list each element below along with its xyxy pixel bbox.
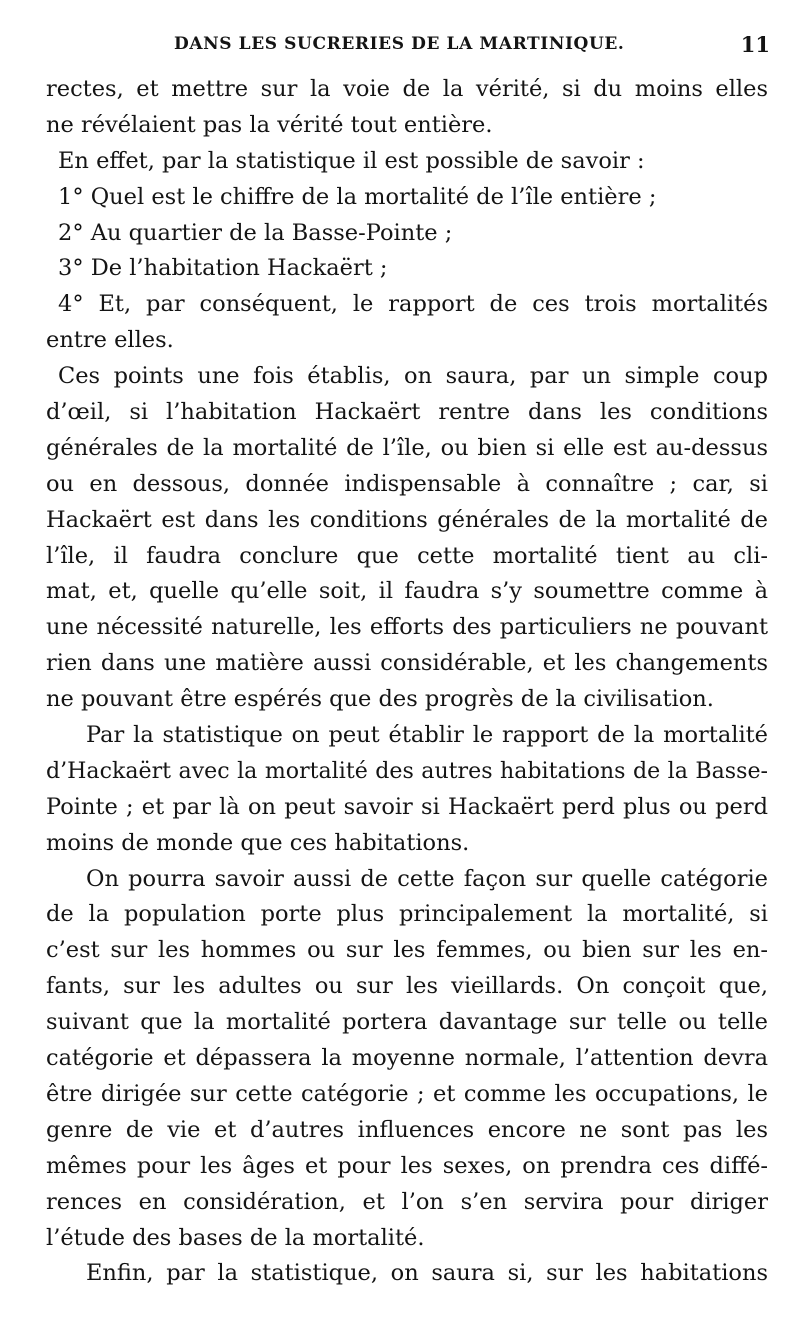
text-line: rectes, et mettre sur la voie de la vérité, si du moins elles xyxy=(46,76,768,102)
text-line: fants, sur les adultes ou sur les vieillards. On conçoit que, xyxy=(46,973,768,1000)
text-line: de la population porte plus principalement la mortalité, si xyxy=(46,901,768,928)
text-line: Pointe ; et par là on peut savoir si Hackaërt perd plus ou perd xyxy=(46,793,768,820)
text-line: 4° Et, par conséquent, le rapport de ces trois mortalités xyxy=(58,291,768,318)
text-line: c’est sur les hommes ou sur les femmes, ou bien sur les en- xyxy=(46,937,768,964)
text-line: 3° De l’habitation Hackaërt ; xyxy=(58,255,388,282)
body-text xyxy=(46,72,768,1292)
text-line: d’œil, si l’habitation Hackaërt rentre dans les conditions xyxy=(46,399,768,426)
page-number: 11 xyxy=(740,32,770,57)
text-line: 1° Quel est le chiffre de la mortalité de l’île entière ; xyxy=(58,183,657,210)
text-line: ou en dessous, donnée indispensable à connaître ; car, si xyxy=(46,470,768,497)
text-line: Ces points une fois établis, on saura, par un simple coup xyxy=(58,363,768,390)
text-line: genre de vie et d’autres influences encore ne sont pas les xyxy=(46,1116,768,1143)
running-head xyxy=(46,34,770,58)
text-line: suivant que la mortalité portera davantage sur telle ou telle xyxy=(46,1009,768,1036)
text-line: moins de monde que ces habitations. xyxy=(46,829,470,856)
text-line: En effet, par la statistique il est possible de savoir : xyxy=(58,147,645,174)
running-title: DANS LES SUCRERIES DE LA MARTINIQUE. xyxy=(174,34,625,54)
text-line: Par la statistique on peut établir le rapport de la mortalité xyxy=(86,722,768,749)
text-line: ne pouvant être espérés que des progrès de la civilisation. xyxy=(46,686,714,713)
text-line: l’étude des bases de la mortalité. xyxy=(46,1224,425,1251)
text-line: entre elles. xyxy=(46,327,174,354)
text-line: Enfin, par la statistique, on saura si, sur les habitations xyxy=(86,1260,768,1287)
text-line: mat, et, quelle qu’elle soit, il faudra s’y soumettre comme à xyxy=(46,578,768,605)
text-line: 2° Au quartier de la Basse-Pointe ; xyxy=(58,219,453,246)
text-line: catégorie et dépassera la moyenne normale, l’attention devra xyxy=(46,1045,768,1072)
text-line: générales de la mortalité de l’île, ou bien si elle est au-dessus xyxy=(46,434,768,461)
text-line: ne révélaient pas la vérité tout entière. xyxy=(46,111,493,138)
text-line: mêmes pour les âges et pour les sexes, on prendra ces diffé- xyxy=(46,1152,768,1179)
text-line: d’Hackaërt avec la mortalité des autres habitations de la Basse- xyxy=(46,757,768,784)
text-line: une nécessité naturelle, les efforts des particuliers ne pouvant xyxy=(46,614,768,641)
text-line: rences en considération, et l’on s’en servira pour diriger xyxy=(46,1188,768,1215)
text-line: On pourra savoir aussi de cette façon sur quelle catégorie xyxy=(86,865,768,892)
text-line: être dirigée sur cette catégorie ; et comme les occupations, le xyxy=(46,1080,768,1107)
text-line: Hackaërt est dans les conditions générales de la mortalité de xyxy=(46,506,768,533)
text-line: rien dans une matière aussi considérable, et les changements xyxy=(46,650,768,677)
text-line: l’île, il faudra conclure que cette mortalité tient au cli- xyxy=(46,542,768,569)
